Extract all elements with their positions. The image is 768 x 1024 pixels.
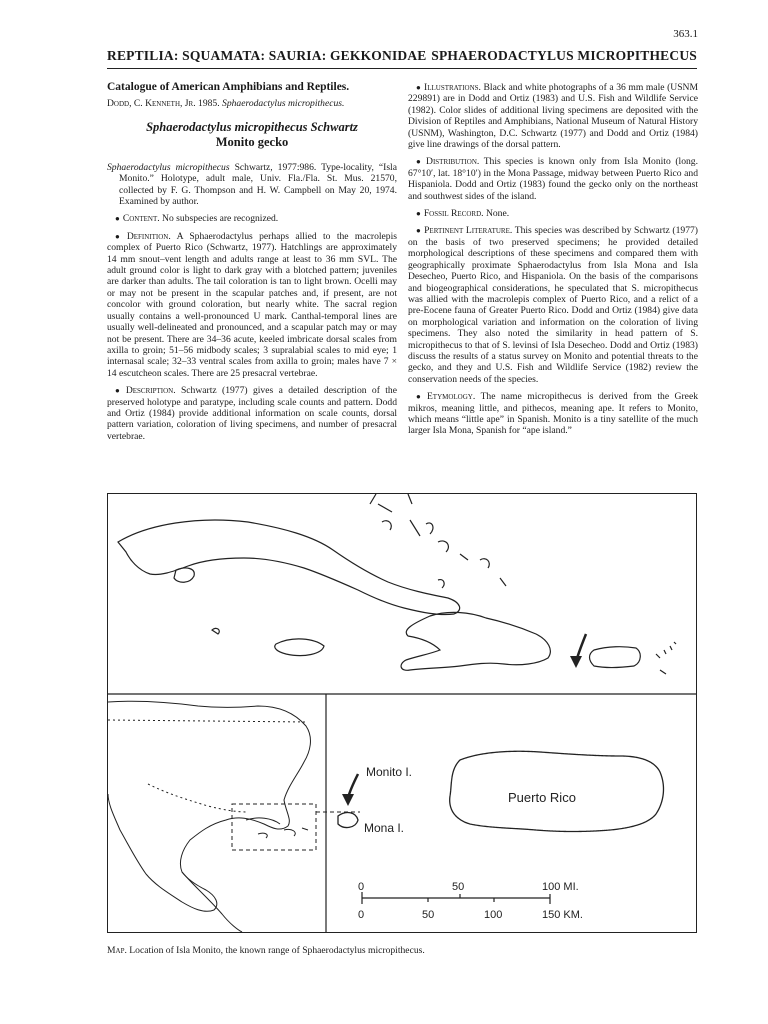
bullet-icon: ● xyxy=(416,226,422,236)
caption-text: Location of Isla Monito, the known range of Sphaerodactylus micropithecus. xyxy=(126,945,425,956)
catalogue-title: Catalogue of American Amphibians and Reptiles. xyxy=(107,81,350,93)
hispaniola-outline xyxy=(401,612,550,670)
scale-km-50: 50 xyxy=(422,909,435,921)
section-head: Content. xyxy=(122,213,160,225)
bullet-icon: ● xyxy=(115,386,123,396)
caption-label: Map. xyxy=(107,945,127,956)
section-text: The name micropithecus is derived from the Greek mikros, meaning little, and pithecos, meaning ape. It refers to Monito, which means “little ape” in Spanish. Monito is a tiny satellite of the much larger Isla Mona, Spanish for “ape island.” xyxy=(408,391,698,437)
bullet-icon: ● xyxy=(115,214,120,224)
label-mona: Mona I. xyxy=(364,821,405,835)
header-right: SPHAERODACTYLUS MICROPITHECUS xyxy=(431,48,697,63)
greater-antilles-map xyxy=(118,494,676,674)
mexico-border-line xyxy=(148,784,248,812)
puerto-rico-small-outline xyxy=(590,647,641,668)
caribbean-inset-box xyxy=(232,804,316,850)
section-fossil-record xyxy=(408,208,698,219)
scale-km-150: 150 KM. xyxy=(542,909,583,921)
section-etymology xyxy=(408,391,698,437)
section-content xyxy=(107,213,397,224)
bullet-icon: ● xyxy=(416,83,422,92)
section-head: Illustrations. xyxy=(424,82,481,93)
mona-island-outline xyxy=(338,813,358,828)
section-head: Fossil Record. xyxy=(423,208,484,220)
page-number: 363.1 xyxy=(673,28,698,40)
section-head: Description. xyxy=(125,385,176,397)
monito-detail-arrow-icon xyxy=(342,774,358,806)
label-monito: Monito I. xyxy=(366,765,413,779)
species-title: Sphaerodactylus micropithecus Schwartz xyxy=(146,119,358,134)
header-left: REPTILIA: SQUAMATA: SAURIA: GEKKONIDAE xyxy=(107,48,427,63)
section-text: Black and white photographs of a 36 mm male (USNM 229891) are in Dodd and Ortiz (1983) and U.S. Fish and Wildlife Service (1982). Color slides of additional living specimens are deposited with the Division of Reptiles and Amphibians, National Museum of Natural History (USNM), Washington, D.C. Schwartz (1977) and Dodd and Ortiz (1984) give line drawings of the dorsal pattern. xyxy=(408,82,698,151)
left-column xyxy=(107,82,397,448)
label-puerto-rico: Puerto Rico xyxy=(508,790,576,805)
citation xyxy=(107,98,397,109)
citation-year: 1985. xyxy=(198,98,220,110)
cayman-island xyxy=(212,628,219,634)
section-head: Pertinent Literature. xyxy=(424,225,513,237)
section-pertinent-literature xyxy=(408,225,698,385)
section-head: Etymology. xyxy=(426,391,476,403)
section-description xyxy=(107,385,397,442)
synonymy xyxy=(107,162,397,208)
bullet-icon: ● xyxy=(115,231,124,241)
cuba-outline xyxy=(118,520,460,615)
section-text: Schwartz (1977) gives a detailed description of the preserved holotype and paratype, including scale counts and pattern. Dodd and Ortiz (1984) provide additional information on scale counts, dorsal pattern variation, coloration of living specimens, and number of presacral vertebrae. xyxy=(107,385,397,442)
jamaica-outline xyxy=(275,639,324,656)
us-border-line xyxy=(108,720,308,722)
north-america-inset xyxy=(108,701,316,932)
section-head: Definition. xyxy=(126,230,171,242)
section-definition xyxy=(107,231,397,379)
scale-mi-50: 50 xyxy=(452,881,465,893)
section-illustrations xyxy=(408,82,698,150)
detail-map xyxy=(338,751,663,831)
bullet-icon: ● xyxy=(416,157,424,167)
scale-bar xyxy=(362,892,550,904)
section-text: No subspecies are recognized. xyxy=(159,213,279,225)
section-text: This species is known only from Isla Monito (long. 67°10′, lat. 18°10′) in the Mona Passage, midway between Puerto Rico and Hispaniola. Dodd and Ortiz (1983) found the gecko only on the northeast and southwest sides of the island. xyxy=(408,156,698,202)
monito-pointer-arrow-icon xyxy=(570,634,586,668)
citation-author: Dodd, C. Kenneth, Jr. xyxy=(107,98,196,110)
synonymy-text: Schwartz, 1977:986. Type-locality, “Isla Monito.” Holotype, adult male, Univ. Fla./Fla. St. Mus. 21570, collected by F. G. Thompson and H. W. Campbell on May 20, 1974. Examined by author. xyxy=(119,161,397,208)
map-svg xyxy=(108,494,696,932)
citation-title: Sphaerodactylus micropithecus. xyxy=(222,98,345,110)
right-column xyxy=(408,82,698,443)
lesser-antilles-islands xyxy=(656,642,676,674)
scale-mi-100: 100 MI. xyxy=(542,881,579,893)
scale-km-100: 100 xyxy=(484,909,503,921)
synonymy-name: Sphaerodactylus micropithecus xyxy=(107,161,230,173)
map-figure xyxy=(107,493,697,933)
scale-km-0: 0 xyxy=(358,909,365,921)
left-sections xyxy=(107,213,397,442)
bullet-icon: ● xyxy=(416,392,424,402)
section-text: None. xyxy=(483,208,510,220)
isle-of-youth-outline xyxy=(174,568,194,582)
map-caption xyxy=(107,945,697,956)
running-header xyxy=(107,48,697,69)
section-head: Distribution. xyxy=(426,156,480,168)
species-common-name: Monito gecko xyxy=(215,134,289,149)
section-distribution xyxy=(408,156,698,202)
bullet-icon: ● xyxy=(416,209,421,219)
section-text: A Sphaerodactylus perhaps allied to the macrolepis complex of Puerto Rico (Schwartz, 1977). Hatchlings are approximately 14 mm snout–vent length and adults range at least to 36 mm SVL. The adult ground color is light to dark gray with a blotched pattern; juveniles are darker than adults. The tail coloration is tan to light brown. Ocelli may or may not be present in the scapular patches and, if present, are not concolor with ground coloration, but nearly white. The sacral region usually contains a well-pronounced U mark. Canthal-temporal lines are usually well-delineated and pronounced, and a scapular patch may or may not be present. There are 34–36 acute, keeled imbricate dorsal scales from axilla to groin; 51–56 midbody scales; 3 supralabial scales to mid eye; 1 internasal scale; 32–33 ventral scales from axilla to groin; males have 7 × 14 escutcheon scales. There are 25 presacral vertebrae. xyxy=(107,230,398,379)
scale-mi-0: 0 xyxy=(358,881,365,893)
bahamas-islands xyxy=(370,494,506,588)
section-text: This species was described by Schwartz (1977) on the basis of two preserved specimens; he provided detailed morphological descriptions of these specimens and compared them with geographically proximate Sphaerodactylus from Isla Mona and Isla Desecheo, Puerto Rico, and Hispaniola. On the basis of the comparisons and biogeographical considerations, he speculated that S. micropithecus was allied with the macrolepis complex of Puerto Rico, and a relict of a pre-Eocene fauna of Greater Puerto Rico. Dodd and Ortiz (1984) give data on morphological variation and information on the coloration of living specimens. They also noted the similarity in head pattern of S. micropithecus to that of S. levinsi of Isla Desecheo. Dodd and Ortiz (1983) discuss the results of a status survey on Monito and potential threats to the gecko, and they and U.S. Fish and Wildlife Service (1982) review the conservation needs of the species. xyxy=(408,225,698,385)
